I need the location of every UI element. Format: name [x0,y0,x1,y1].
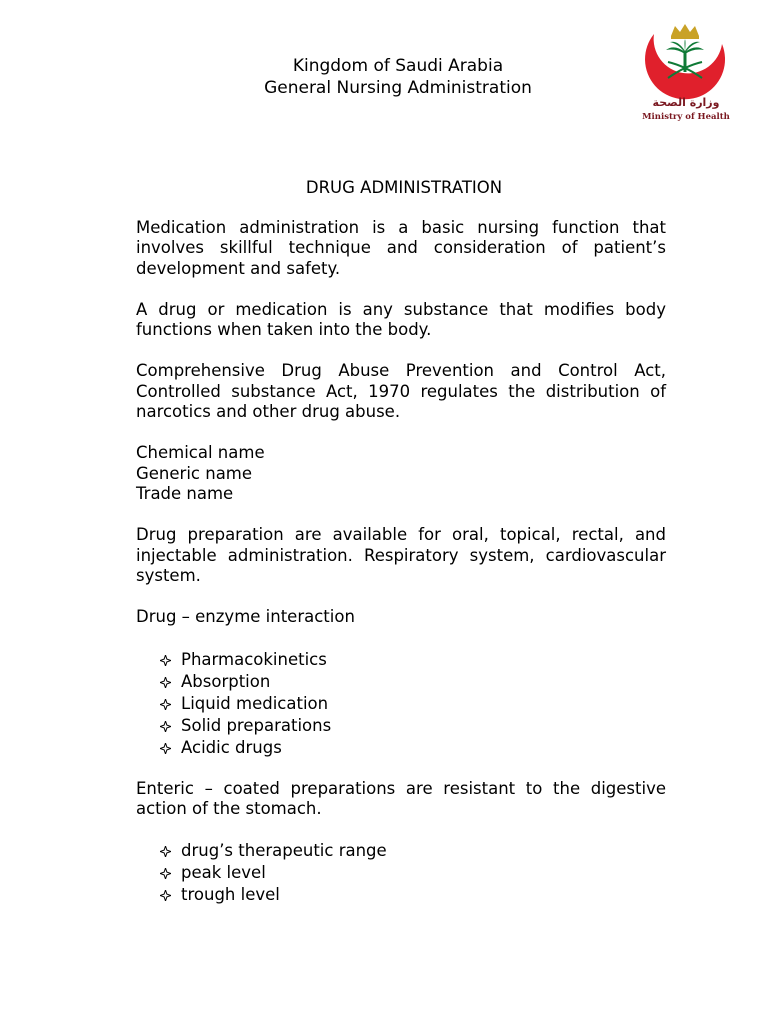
list-item [160,715,666,737]
generic-name-label: Generic name [136,463,253,483]
svg-text:Ministry of Health: Ministry of Health [642,112,730,122]
paragraph-drug-preparation: Drug preparation are available for oral, topical, rectal, and injectable administration. Respiratory system, cardiovascular system. [136,525,666,585]
diamond-bullet-icon [160,721,171,732]
list-item-text: Acidic drugs [181,737,282,757]
paragraph-medication-administration: Medication administration is a basic nursing function that involves skillful technique and consideration of patient’s development and safety. [136,217,666,278]
diamond-bullet-icon [160,890,171,901]
drug-names-list [136,443,666,505]
list-item-text: drug’s therapeutic range [181,841,387,860]
header-department: General Nursing Administration [264,78,532,98]
paragraph-control-act: Comprehensive Drug Abuse Prevention and Control Act, Controlled substance Act, 1970 regulates the distribution of narcotics and other drug abuse. [136,361,666,421]
paragraph-drug-definition: A drug or medication is any substance that modifies body functions when taken into the body. [136,299,666,339]
diamond-bullet-icon [160,743,171,754]
diamond-bullet-icon [160,677,171,688]
ministry-of-health-logo [624,22,748,126]
list-item [160,671,666,693]
diamond-bullet-icon [160,699,171,710]
diamond-bullet-icon [160,655,171,666]
list-item-text: Absorption [181,671,271,691]
document-body [136,178,666,926]
list-item-text: Pharmacokinetics [181,649,327,669]
list-item [160,840,666,862]
list-item [160,737,666,759]
range-bullet-list [136,840,666,906]
paragraph-enteric-coated: Enteric – coated preparations are resistant to the digestive action of the stomach. [136,778,666,818]
document-title: DRUG ADMINISTRATION [305,178,503,197]
list-item [160,693,666,715]
diamond-bullet-icon [160,868,171,879]
svg-text:وزارة الصحة: وزارة الصحة [652,96,720,109]
list-item [160,862,666,884]
diamond-bullet-icon [160,846,171,857]
trade-name-label: Trade name [136,484,234,503]
list-item-text: Liquid medication [181,693,329,713]
interaction-heading: Drug – enzyme interaction [136,607,355,626]
list-item [160,884,666,906]
ministry-emblem-icon [624,22,748,126]
list-item-text: peak level [181,863,266,882]
list-item-text: trough level [181,885,280,904]
list-item-text: Solid preparations [181,715,332,735]
list-item [160,649,666,671]
interaction-bullet-list [136,649,666,759]
chemical-name-label: Chemical name [136,443,265,462]
header-country: Kingdom of Saudi Arabia [292,56,504,76]
